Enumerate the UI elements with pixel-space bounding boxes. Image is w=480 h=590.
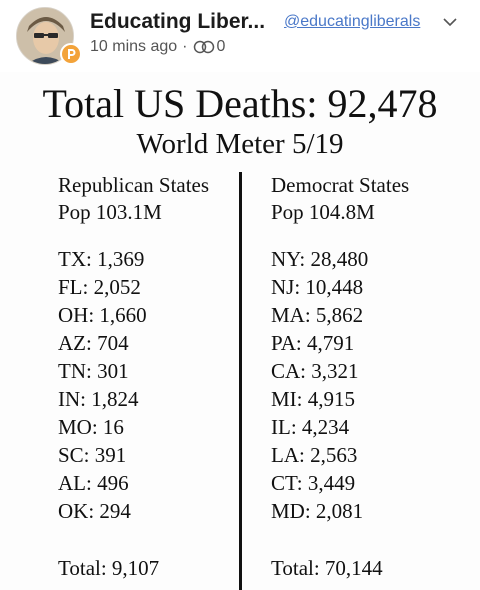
state-row: IN: 1,824 [58,387,139,411]
column-heading: Republican States [58,173,210,197]
post-time: 10 mins ago [90,38,178,55]
state-row: CT: 3,449 [271,471,356,495]
echo-icon[interactable] [193,40,215,54]
state-row: NJ: 10,448 [271,275,364,299]
column-population: Pop 104.8M [271,200,375,224]
state-row: IL: 4,234 [271,415,350,439]
echo-count: 0 [216,38,226,55]
image-headline: Total US Deaths: 92,478 [42,81,438,126]
author-name[interactable]: Educating Liber... [90,10,266,33]
chevron-down-icon[interactable] [442,14,458,30]
parler-badge-icon [60,43,82,65]
post-meta [90,38,225,56]
column-total: Total: 70,144 [271,556,383,580]
column-population: Pop 103.1M [58,200,162,224]
state-row: PA: 4,791 [271,331,355,355]
state-row: TX: 1,369 [58,247,145,271]
post-header [0,0,480,72]
column-divider [239,172,242,590]
image-subhead: World Meter 5/19 [136,128,344,160]
state-row: AL: 496 [58,471,129,495]
democrat-column [271,172,410,580]
state-row: SC: 391 [58,443,127,467]
state-row: TN: 301 [58,359,129,383]
state-row: AZ: 704 [58,331,129,355]
author-handle-link[interactable]: @educatingliberals [284,13,421,30]
state-row: FL: 2,052 [58,275,141,299]
state-row: MO: 16 [58,415,124,439]
state-row: MI: 4,915 [271,387,355,411]
column-total: Total: 9,107 [58,556,160,580]
state-row: OH: 1,660 [58,303,147,327]
republican-column [58,172,210,580]
state-row: LA: 2,563 [271,443,358,467]
column-heading: Democrat States [271,173,410,197]
avatar-container[interactable] [16,7,76,67]
post-image[interactable] [0,72,480,590]
meta-separator: · [182,38,188,55]
state-row: CA: 3,321 [271,359,359,383]
state-row: MA: 5,862 [271,303,364,327]
state-row: OK: 294 [58,499,131,523]
state-row: MD: 2,081 [271,499,364,523]
state-row: NY: 28,480 [271,247,369,271]
